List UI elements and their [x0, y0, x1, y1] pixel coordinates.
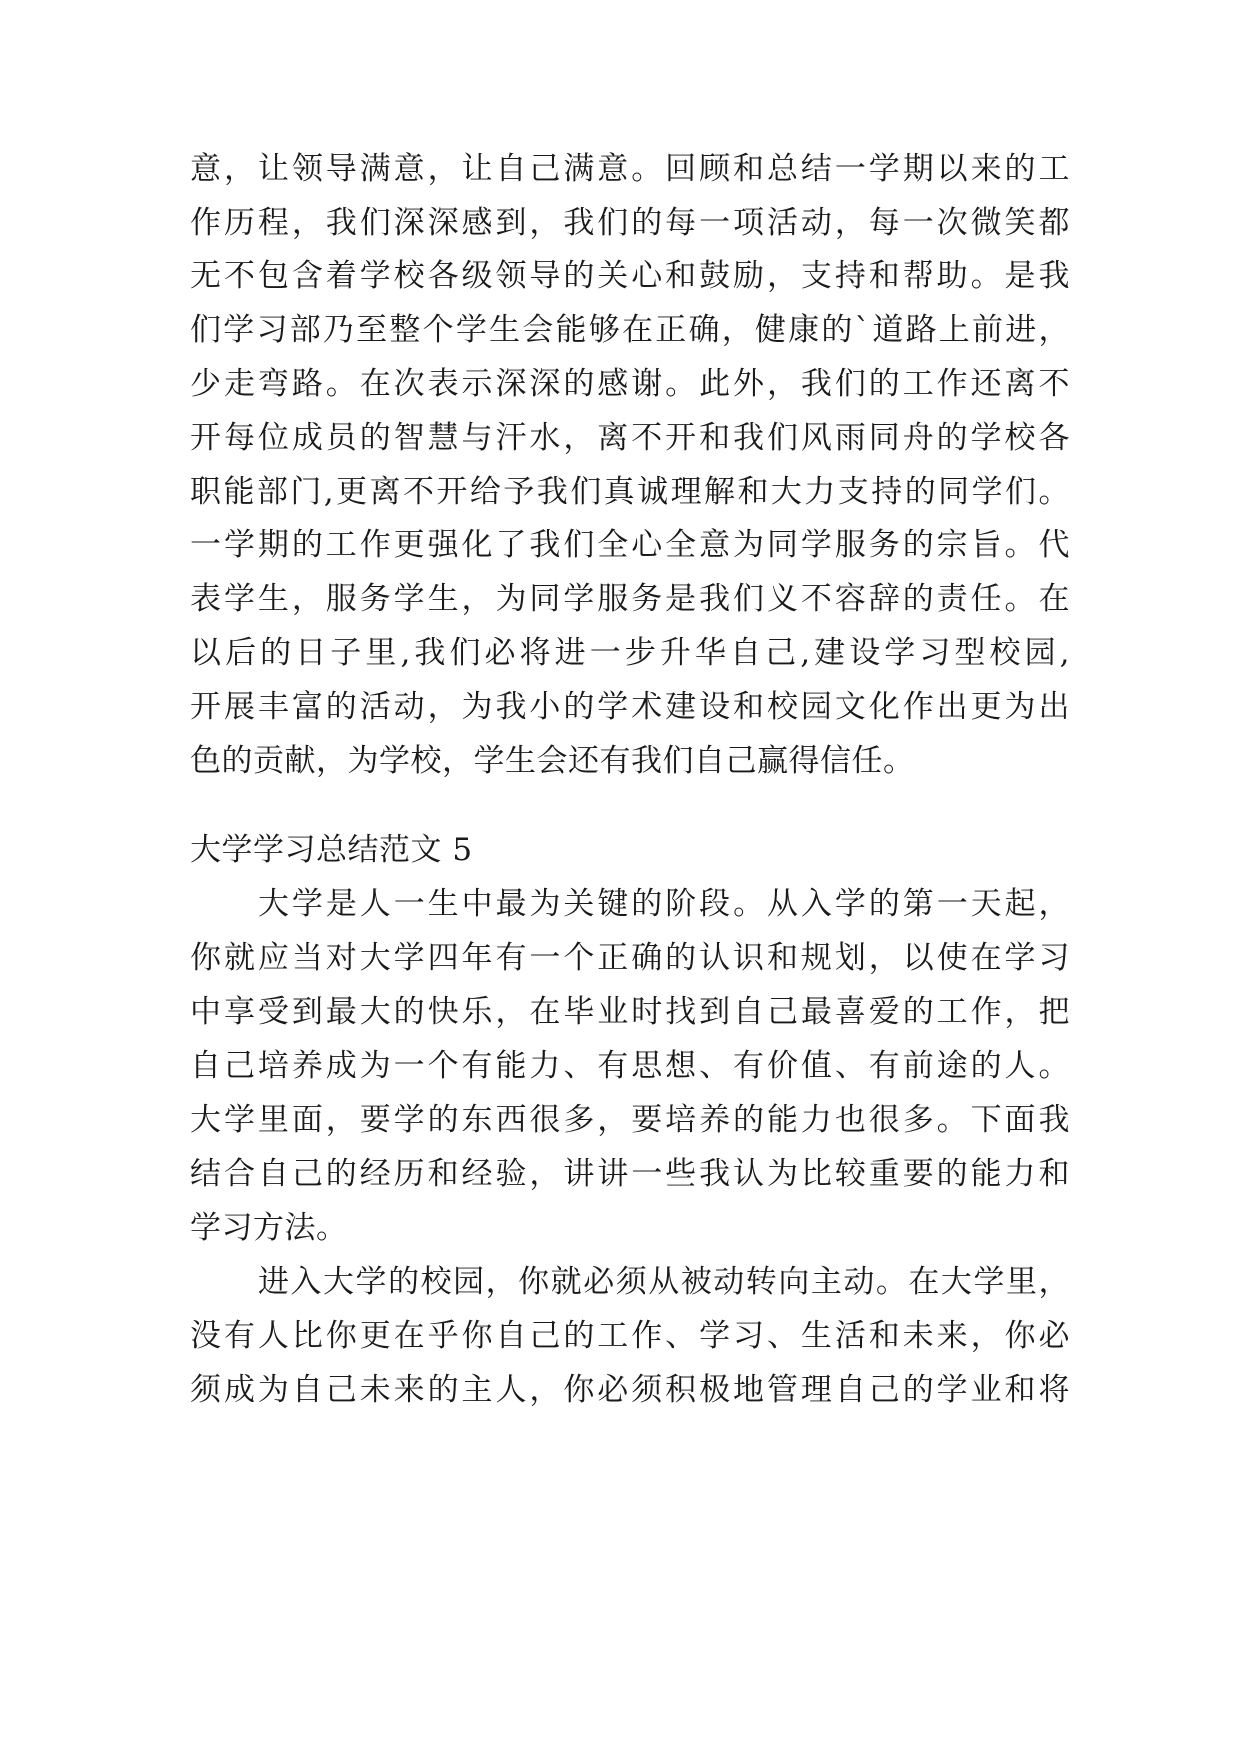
body-text-line: 没有人比你更在乎你自己的工作、学习、生活和未来，你必 — [190, 1318, 1070, 1354]
body-text-line: 色的贡献，为学校，学生会还有我们自己赢得信任。 — [190, 743, 915, 779]
body-text-line: 中享受到最大的快乐，在毕业时找到自己最喜爱的工作，把 — [190, 994, 1070, 1030]
body-text-line: 须成为自己未来的主人，你必须积极地管理自己的学业和将 — [190, 1372, 1070, 1408]
body-text-line: 大学是人一生中最为关键的阶段。从入学的第一天起， — [258, 886, 1070, 922]
body-text-line: 意，让领导满意，让自己满意。回顾和总结一学期以来的工 — [190, 151, 1070, 187]
body-text-line: 表学生，服务学生，为同学服务是我们义不容辞的责任。在 — [190, 581, 1070, 617]
section-heading: 大学学习总结范文 5 — [190, 832, 473, 868]
body-text-line: 无不包含着学校各级领导的关心和鼓励，支持和帮助。是我 — [190, 258, 1070, 294]
body-text-line: 们学习部乃至整个学生会能够在正确，健康的`道路上前进， — [190, 312, 1070, 348]
body-text-line: 开每位成员的智慧与汗水，离不开和我们风雨同舟的学校各 — [190, 420, 1070, 456]
body-text-line: 作历程，我们深深感到，我们的每一项活动，每一次微笑都 — [190, 205, 1070, 241]
body-text-line: 大学里面，要学的东西很多，要培养的能力也很多。下面我 — [190, 1102, 1070, 1138]
body-text-line: 进入大学的校园，你就必须从被动转向主动。在大学里， — [258, 1264, 1070, 1300]
body-text-line: 你就应当对大学四年有一个正确的认识和规划，以使在学习 — [190, 940, 1070, 976]
body-text-line: 以后的日子里,我们必将进一步升华自己,建设学习型校园, — [190, 635, 1070, 671]
body-text-line: 自己培养成为一个有能力、有思想、有价值、有前途的人。 — [190, 1048, 1070, 1084]
body-text-line: 开展丰富的活动，为我小的学术建设和校园文化作出更为出 — [190, 689, 1070, 725]
body-text-line: 学习方法。 — [190, 1210, 348, 1246]
body-text-line: 结合自己的经历和经验，讲讲一些我认为比较重要的能力和 — [190, 1156, 1070, 1192]
body-text-line: 少走弯路。在次表示深深的感谢。此外，我们的工作还离不 — [190, 366, 1070, 402]
body-text-line: 一学期的工作更强化了我们全心全意为同学服务的宗旨。代 — [190, 527, 1070, 563]
body-text-line: 职能部门,更离不开给予我们真诚理解和大力支持的同学们。 — [190, 474, 1070, 510]
